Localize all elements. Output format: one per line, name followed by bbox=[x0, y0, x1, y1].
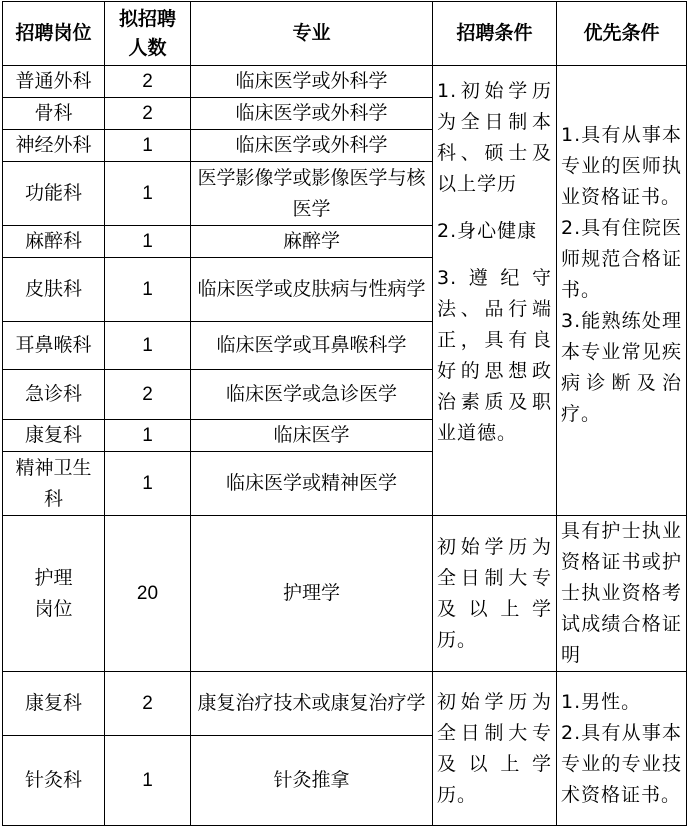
group2-preferences: 具有护士执业资格证书或护士执业资格考试成绩合格证明 bbox=[557, 516, 687, 672]
header-preferences: 优先条件 bbox=[557, 2, 687, 66]
row-count: 1 bbox=[105, 162, 191, 226]
table-row bbox=[3, 672, 687, 736]
row-count: 1 bbox=[105, 226, 191, 258]
row-count: 2 bbox=[105, 672, 191, 736]
row-position: 功能科 bbox=[3, 162, 105, 226]
row-position: 麻醉科 bbox=[3, 226, 105, 258]
group1-preferences bbox=[557, 66, 687, 516]
row-major: 麻醉学 bbox=[191, 226, 433, 258]
row-count: 1 bbox=[105, 322, 191, 370]
preference-item: 2.具有从事本专业的专业技术资格证书。 bbox=[561, 721, 682, 806]
row-major: 临床医学或急诊医学 bbox=[191, 370, 433, 420]
header-major: 专业 bbox=[191, 2, 433, 66]
group3-requirements: 初始学历为全日制大专及以上学历。 bbox=[433, 672, 557, 826]
row-position: 康复科 bbox=[3, 672, 105, 736]
group3-preferences bbox=[557, 672, 687, 826]
preference-item: 1.男性。 bbox=[561, 690, 642, 713]
row-count: 1 bbox=[105, 452, 191, 516]
row-major: 临床医学或外科学 bbox=[191, 130, 433, 162]
row-major: 临床医学 bbox=[191, 420, 433, 452]
header-position: 招聘岗位 bbox=[3, 2, 105, 66]
recruitment-table bbox=[2, 1, 687, 826]
row-count: 1 bbox=[105, 258, 191, 322]
group2-requirements: 初始学历为全日制大专及以上学历。 bbox=[433, 516, 557, 672]
row-position: 神经外科 bbox=[3, 130, 105, 162]
header-count: 拟招聘人数 bbox=[105, 2, 191, 66]
row-count: 1 bbox=[105, 736, 191, 826]
requirement-item: 2.身心健康 bbox=[437, 220, 538, 242]
row-position: 骨科 bbox=[3, 98, 105, 130]
preference-item: 2.具有住院医师规范合格证书。 bbox=[561, 217, 682, 301]
row-major: 临床医学或外科学 bbox=[191, 98, 433, 130]
row-position: 皮肤科 bbox=[3, 258, 105, 322]
row-position: 针灸科 bbox=[3, 736, 105, 826]
row-major: 临床医学或外科学 bbox=[191, 66, 433, 98]
row-major: 临床医学或皮肤病与性病学 bbox=[191, 258, 433, 322]
row-position: 护理岗位 bbox=[3, 516, 105, 672]
row-major: 康复治疗技术或康复治疗学 bbox=[191, 672, 433, 736]
requirement-item: 3.遵纪守法、品行端正，具有良好的思想政治素质及职业道德。 bbox=[437, 267, 552, 444]
row-count: 1 bbox=[105, 420, 191, 452]
row-count: 2 bbox=[105, 98, 191, 130]
header-requirements: 招聘条件 bbox=[433, 2, 557, 66]
row-count: 1 bbox=[105, 130, 191, 162]
row-position: 急诊科 bbox=[3, 370, 105, 420]
preference-item: 1.具有从事本专业的医师执业资格证书。 bbox=[561, 124, 682, 208]
row-major: 针灸推拿 bbox=[191, 736, 433, 826]
preference-item: 3.能熟练处理本专业常见疾病诊断及治疗。 bbox=[561, 310, 682, 425]
table-row bbox=[3, 66, 687, 98]
row-count: 20 bbox=[105, 516, 191, 672]
row-major: 临床医学或精神医学 bbox=[191, 452, 433, 516]
requirement-item: 1.初始学历为全日制本科、硕士及以上学历 bbox=[437, 80, 552, 195]
row-major: 医学影像学或影像医学与核医学 bbox=[191, 162, 433, 226]
row-position: 康复科 bbox=[3, 420, 105, 452]
row-position: 普通外科 bbox=[3, 66, 105, 98]
row-count: 2 bbox=[105, 370, 191, 420]
table-row bbox=[3, 516, 687, 672]
row-position: 耳鼻喉科 bbox=[3, 322, 105, 370]
row-major: 护理学 bbox=[191, 516, 433, 672]
row-position: 精神卫生科 bbox=[3, 452, 105, 516]
group1-requirements bbox=[433, 66, 557, 516]
row-major: 临床医学或耳鼻喉科学 bbox=[191, 322, 433, 370]
row-count: 2 bbox=[105, 66, 191, 98]
header-row bbox=[3, 2, 687, 66]
